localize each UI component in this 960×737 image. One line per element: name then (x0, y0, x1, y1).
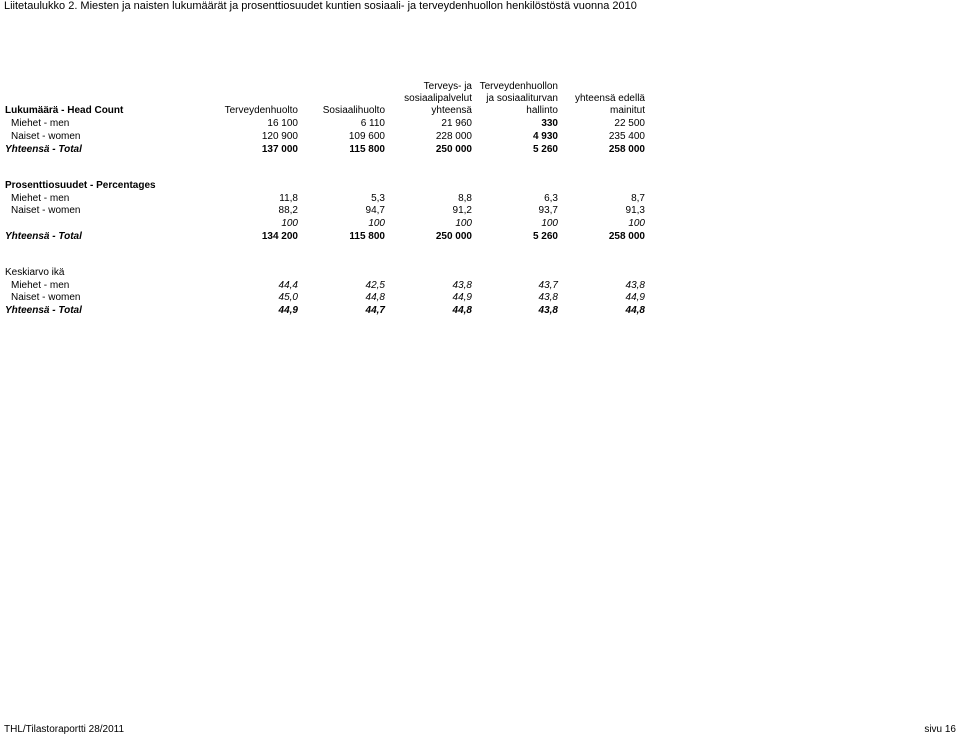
row-label: Yhteensä - Total (5, 305, 82, 316)
column-header-hallinto-l3: hallinto (526, 105, 558, 116)
table-cell: 44,9 (452, 292, 472, 303)
table-cell: 21 960 (441, 118, 472, 129)
table-cell: 5 260 (532, 231, 558, 242)
row-label: Yhteensä - Total (5, 144, 82, 155)
section-heading: Prosenttiosuudet - Percentages (5, 180, 156, 191)
table-cell: 228 000 (435, 131, 472, 142)
table-cell: 93,7 (538, 205, 558, 216)
table-cell: 5,3 (371, 193, 385, 204)
table-cell: 42,5 (365, 280, 385, 291)
table-cell: 120 900 (261, 131, 298, 142)
table-cell: 137 000 (261, 144, 298, 155)
table-cell: 91,3 (625, 205, 645, 216)
table-cell: 5 260 (532, 144, 558, 155)
table-cell: 11,8 (279, 193, 298, 204)
column-header-sosiaalihuolto: Sosiaalihuolto (322, 105, 385, 116)
section-heading: Keskiarvo ikä (5, 267, 65, 278)
table-cell: 258 000 (608, 231, 645, 242)
table-cell: 6 110 (360, 118, 385, 129)
table-cell: 43,8 (538, 305, 558, 316)
row-label: Naiset - women (11, 131, 81, 142)
table-cell: 44,4 (278, 280, 298, 291)
table-cell: 8,8 (458, 193, 472, 204)
table-cell: 44,9 (278, 305, 298, 316)
table-cell: 8,7 (631, 193, 645, 204)
table-cell: 6,3 (544, 193, 558, 204)
table-cell: 44,9 (625, 292, 645, 303)
table-cell: 235 400 (608, 131, 645, 142)
table-cell: 115 800 (349, 144, 385, 155)
table-cell: 115 800 (349, 231, 385, 242)
table-cell: 94,7 (365, 205, 385, 216)
row-label: Miehet - men (11, 280, 70, 291)
table-cell: 44,8 (452, 305, 472, 316)
column-header-yhteensa-l2: sosiaalipalvelut (404, 93, 472, 104)
table-cell: 258 000 (608, 144, 645, 155)
row-label: Miehet - men (11, 118, 70, 129)
column-header-hallinto-l2: ja sosiaaliturvan (486, 93, 558, 104)
table-cell: 250 000 (435, 144, 472, 155)
table-cell: 43,8 (625, 280, 645, 291)
table-cell: 134 200 (261, 231, 298, 242)
table-cell: 43,8 (452, 280, 472, 291)
table-cell: 100 (281, 218, 298, 229)
table-cell: 4 930 (532, 131, 558, 142)
table-cell: 44,8 (365, 292, 385, 303)
table-cell: 100 (455, 218, 472, 229)
table-cell: 109 600 (348, 131, 385, 142)
table-cell: 100 (368, 218, 385, 229)
page-title: Liitetaulukko 2. Miesten ja naisten lukumäärät ja prosenttiosuudet kuntien sosiaali- ja terveydenhuollon henkilöstöstä vuonna 2010 (4, 0, 637, 12)
table-cell: 100 (628, 218, 645, 229)
column-header-yhteensa-l1: Terveys- ja (423, 81, 472, 92)
column-header-yhteensa-l3: yhteensä (431, 105, 472, 116)
table-cell: 330 (541, 118, 558, 129)
row-label: Miehet - men (11, 193, 70, 204)
footer-report-id: THL/Tilastoraportti 28/2011 (4, 724, 125, 735)
table-cell: 43,7 (538, 280, 558, 291)
table-cell: 44,7 (365, 305, 385, 316)
table-cell: 16 100 (267, 118, 298, 129)
table-cell: 250 000 (435, 231, 472, 242)
footer-page-number: sivu 16 (924, 724, 956, 735)
table-cell: 100 (541, 218, 558, 229)
column-header-terveydenhuolto: Terveydenhuolto (224, 105, 298, 116)
table-cell: 88,2 (278, 205, 298, 216)
section-heading: Lukumäärä - Head Count (5, 105, 124, 116)
table-cell: 43,8 (538, 292, 558, 303)
row-label: Yhteensä - Total (5, 231, 82, 242)
table-cell: 22 500 (614, 118, 645, 129)
table-cell: 44,8 (625, 305, 645, 316)
table-cell: 91,2 (452, 205, 472, 216)
column-header-hallinto-l1: Terveydenhuollon (479, 81, 558, 92)
row-label: Naiset - women (11, 292, 81, 303)
column-header-edella-l2: mainitut (609, 105, 645, 116)
row-label: Naiset - women (11, 205, 81, 216)
column-header-edella-l1: yhteensä edellä (574, 93, 645, 104)
table-cell: 45,0 (278, 292, 298, 303)
